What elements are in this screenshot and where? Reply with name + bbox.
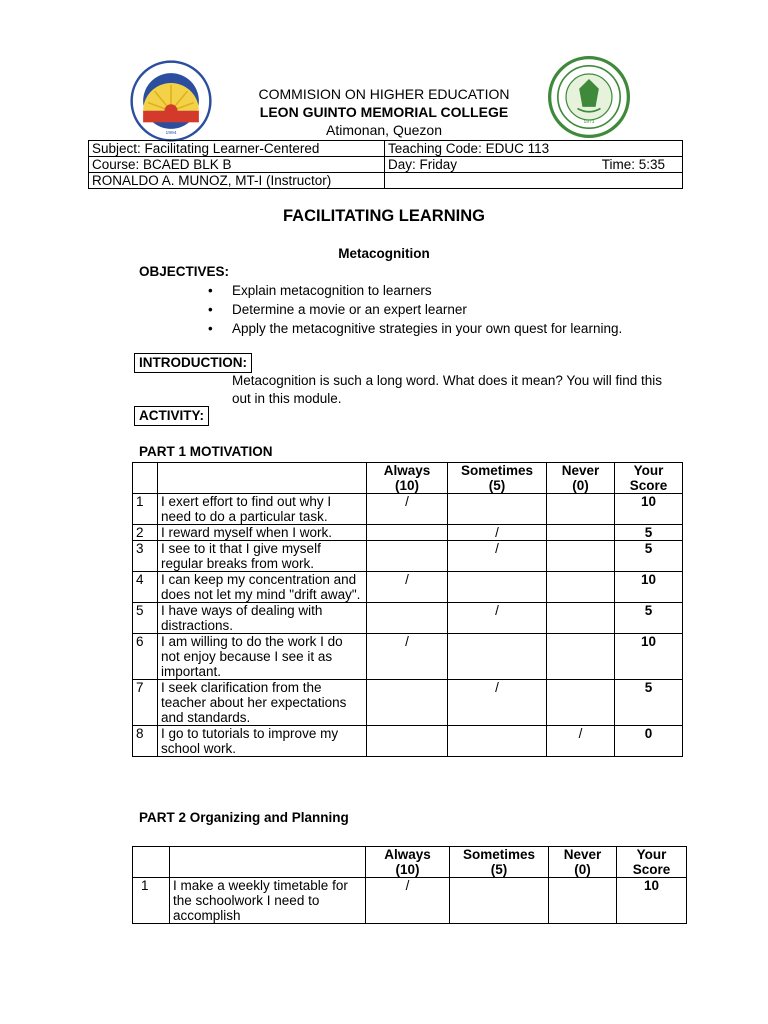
- document-subtitle: Metacognition: [338, 246, 430, 261]
- part2-title: PART 2 Organizing and Planning: [139, 810, 349, 825]
- col-never-header: Never (0): [549, 847, 617, 878]
- score-value: 10: [615, 634, 683, 680]
- never-mark: [547, 494, 615, 525]
- always-mark: [367, 525, 448, 541]
- score-value: 5: [615, 680, 683, 726]
- objective-item: • Determine a movie or an expert learner: [208, 302, 467, 317]
- table-header-row: [133, 463, 683, 494]
- table-row: [133, 680, 683, 726]
- sometimes-mark: [448, 634, 547, 680]
- sometimes-mark: [448, 726, 547, 757]
- sometimes-mark: [450, 878, 549, 924]
- instructor-cell: RONALDO A. MUNOZ, MT-I (Instructor): [89, 173, 385, 189]
- table-row: [133, 726, 683, 757]
- col-never-header: Never (0): [547, 463, 615, 494]
- sometimes-mark: [448, 494, 547, 525]
- always-mark: [367, 603, 448, 634]
- sometimes-mark: /: [448, 525, 547, 541]
- info-row: [89, 157, 683, 173]
- table-row: [133, 603, 683, 634]
- bullet-icon: •: [208, 302, 213, 317]
- sometimes-mark: /: [448, 603, 547, 634]
- always-mark: [367, 541, 448, 572]
- row-statement: I go to tutorials to improve my school work.: [158, 726, 367, 757]
- table-row: [133, 525, 683, 541]
- sometimes-mark: [448, 572, 547, 603]
- always-mark: /: [367, 572, 448, 603]
- info-row: [89, 173, 683, 189]
- row-number: 5: [133, 603, 158, 634]
- table-row: [133, 572, 683, 603]
- col-score-header: Your Score: [617, 847, 687, 878]
- score-value: 10: [615, 572, 683, 603]
- col-always-header: Always (10): [367, 463, 448, 494]
- row-number: 3: [133, 541, 158, 572]
- objectives-list: [200, 281, 622, 338]
- introduction-text: Metacognition is such a long word. What does it mean? You will find this out in this module.: [232, 373, 662, 406]
- col-sometimes-header: Sometimes (5): [448, 463, 547, 494]
- objective-item: • Explain metacognition to learners: [208, 283, 432, 298]
- row-number: 1: [133, 494, 158, 525]
- never-mark: [547, 634, 615, 680]
- score-value: 10: [617, 878, 687, 924]
- activity-label: ACTIVITY:: [134, 406, 209, 426]
- document-title: FACILITATING LEARNING: [283, 207, 485, 225]
- header-commission: COMMISION ON HIGHER EDUCATION: [258, 86, 510, 102]
- row-statement: I exert effort to find out why I need to do a particular task.: [158, 494, 367, 525]
- always-mark: [367, 726, 448, 757]
- table-row: [133, 634, 683, 680]
- row-statement: I can keep my concentration and does not let my mind "drift away".: [158, 572, 367, 603]
- score-value: 5: [615, 541, 683, 572]
- always-mark: [367, 680, 448, 726]
- row-statement: I seek clarification from the teacher about her expectations and standards.: [158, 680, 367, 726]
- day-text: Day: Friday: [388, 157, 458, 172]
- info-row: [89, 141, 683, 157]
- row-statement: I see to it that I give myself regular breaks from work.: [158, 541, 367, 572]
- table-row: [133, 541, 683, 572]
- row-statement: I reward myself when I work.: [158, 525, 367, 541]
- row-number: 2: [133, 525, 158, 541]
- table-row: [133, 878, 687, 924]
- seal-right-year: 1971: [583, 120, 595, 126]
- seal-left-year: 1994: [165, 130, 177, 136]
- always-mark: /: [367, 494, 448, 525]
- subject-cell: Subject: Facilitating Learner-Centered: [89, 141, 385, 157]
- score-value: 10: [615, 494, 683, 525]
- course-info-table: [88, 140, 683, 189]
- never-mark: [549, 878, 617, 924]
- row-number: 6: [133, 634, 158, 680]
- part1-title: PART 1 MOTIVATION: [139, 444, 273, 459]
- teaching-code-cell: Teaching Code: EDUC 113: [385, 141, 683, 157]
- col-sometimes-header: Sometimes (5): [450, 847, 549, 878]
- bullet-icon: •: [208, 321, 213, 336]
- introduction-label: INTRODUCTION:: [134, 353, 252, 373]
- row-number: 4: [133, 572, 158, 603]
- always-mark: /: [367, 634, 448, 680]
- score-value: 0: [615, 726, 683, 757]
- never-mark: /: [547, 726, 615, 757]
- never-mark: [547, 680, 615, 726]
- empty-cell: [385, 173, 683, 189]
- header-location: Atimonan, Quezon: [326, 122, 442, 138]
- never-mark: [547, 525, 615, 541]
- table-header-row: [133, 847, 687, 878]
- sometimes-mark: /: [448, 541, 547, 572]
- day-time-cell: [385, 157, 683, 173]
- score-value: 5: [615, 525, 683, 541]
- col-always-header: Always (10): [366, 847, 450, 878]
- part1-table: [132, 462, 683, 757]
- always-mark: /: [366, 878, 450, 924]
- row-number: 8: [133, 726, 158, 757]
- col-score-header: Your Score: [615, 463, 683, 494]
- objective-item: • Apply the metacognitive strategies in your own quest for learning.: [208, 321, 623, 336]
- part2-table: [132, 846, 687, 924]
- course-cell: Course: BCAED BLK B: [89, 157, 385, 173]
- time-text: Time: 5:35: [601, 157, 665, 172]
- sometimes-mark: /: [448, 680, 547, 726]
- row-number: 1: [133, 878, 170, 924]
- never-mark: [547, 603, 615, 634]
- row-statement: I am willing to do the work I do not enjoy because I see it as important.: [158, 634, 367, 680]
- never-mark: [547, 572, 615, 603]
- objectives-label: OBJECTIVES:: [139, 264, 230, 279]
- table-row: [133, 494, 683, 525]
- never-mark: [547, 541, 615, 572]
- score-value: 5: [615, 603, 683, 634]
- row-number: 7: [133, 680, 158, 726]
- row-statement: I make a weekly timetable for the schoolwork I need to accomplish: [170, 878, 366, 924]
- row-statement: I have ways of dealing with distractions.: [158, 603, 367, 634]
- header-college: LEON GUINTO MEMORIAL COLLEGE: [259, 104, 509, 120]
- bullet-icon: •: [208, 283, 213, 298]
